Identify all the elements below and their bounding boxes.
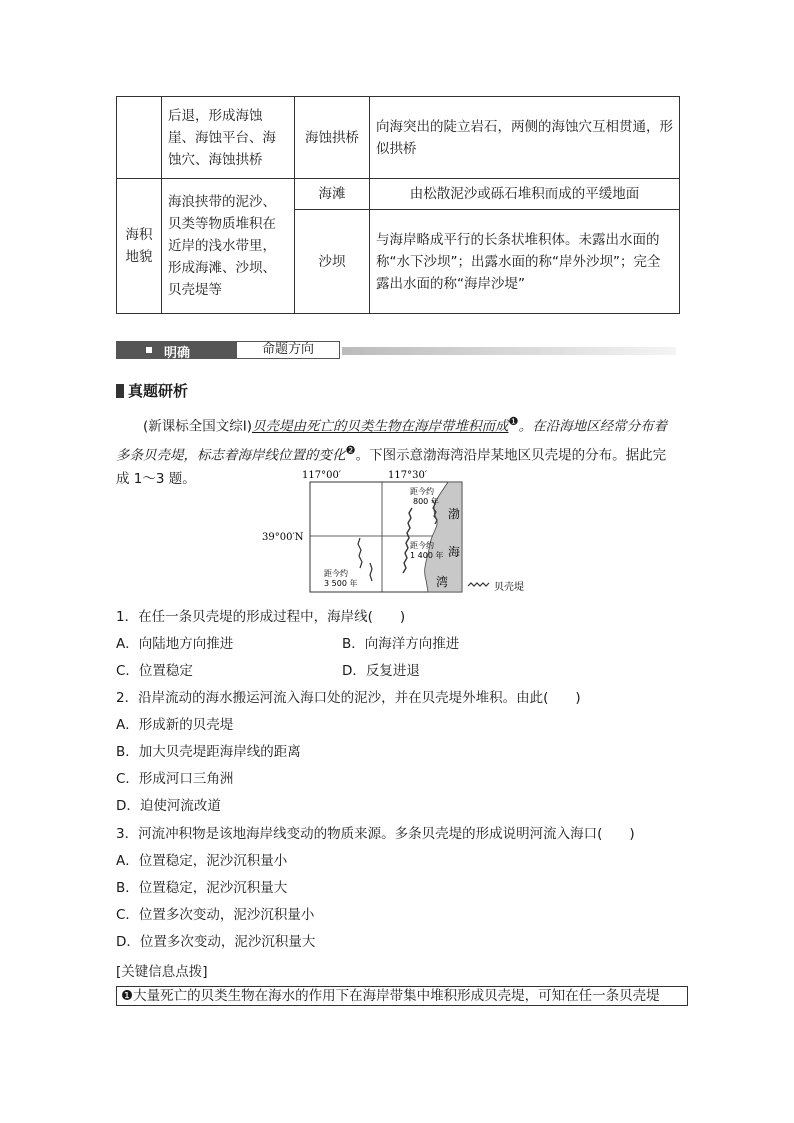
label-800-line1: 距今约 xyxy=(410,487,434,496)
question-3-option-d: D．位置多次变动，泥沙沉积量大 xyxy=(116,934,316,950)
question-1-stem: 1．在任一条贝壳堤的形成过程中，海岸线( ) xyxy=(116,609,406,625)
intro-source: (新课标全国文综Ⅰ) xyxy=(143,418,253,435)
legend-label: 贝壳堤 xyxy=(494,582,524,593)
banner-left-label: 明确 xyxy=(164,346,191,361)
section-title-text: 真题研析 xyxy=(128,382,189,400)
question-3-option-c: C．位置多次变动，泥沙沉积量小 xyxy=(116,907,315,923)
table-cell: 海积地貌 xyxy=(117,179,162,314)
intro-annotated-1: 贝壳堤由死亡的贝类生物在海岸带堆积而成 xyxy=(252,418,509,435)
question-2-option-d: D．迫使河流改道 xyxy=(116,798,221,814)
key-info-label: [关键信息点拨] xyxy=(116,964,208,980)
question-3-option-b: B．位置稳定，泥沙沉积量大 xyxy=(116,880,288,896)
sea-label-wan: 湾 xyxy=(436,575,449,589)
question-1-option-d: D．反复进退 xyxy=(342,663,420,679)
table-cell: 海浪挟带的泥沙、贝类等物质堆积在近岸的浅水带里，形成海滩、沙坝、贝壳堤等 xyxy=(162,179,295,314)
section-banner xyxy=(116,341,676,361)
table-row xyxy=(117,179,680,210)
question-1-option-b: B．向海洋方向推进 xyxy=(342,636,460,652)
question-3-stem: 3．河流冲积物是该地海岸线变动的物质来源。多条贝壳堤的形成说明河流入海口( ) xyxy=(116,826,635,842)
sea-label-bo: 渤 xyxy=(448,507,461,521)
table-cell xyxy=(117,97,162,179)
legend-shell-ridge-icon xyxy=(468,583,489,586)
shell-ridge-map xyxy=(260,468,540,598)
table-cell: 后退，形成海蚀崖、海蚀平台、海蚀穴、海蚀拱桥 xyxy=(162,97,295,179)
map-lon1: 117°00′ xyxy=(302,470,342,481)
question-2-option-b: B．加大贝壳堤距海岸线的距离 xyxy=(116,744,301,760)
table-cell: 海蚀拱桥 xyxy=(295,97,370,179)
label-1400-line1: 距今约 xyxy=(410,541,434,550)
label-3500-line1: 距今约 xyxy=(324,569,348,578)
table-cell: 与海岸略成平行的长条状堆积体。未露出水面的称“水下沙坝”；出露水面的称“岸外沙坝”；完全露出水面的称“海岸沙堤” xyxy=(370,210,680,314)
question-2-option-a: A．形成新的贝壳堤 xyxy=(116,717,234,733)
banner-fade-line xyxy=(342,347,676,355)
sea-label-hai: 海 xyxy=(448,545,461,559)
question-1-option-a: A．向陆地方向推进 xyxy=(116,636,234,652)
table-row xyxy=(117,97,680,179)
table-cell: 沙坝 xyxy=(295,210,370,314)
question-3-option-a: A．位置稳定，泥沙沉积量小 xyxy=(116,853,288,869)
section-marker-icon xyxy=(116,384,124,398)
intro-tail: 。下图示意渤海湾沿岸某地区贝壳堤的分布。据此完成 1～3 题。 xyxy=(116,447,667,487)
table-cell: 向海突出的陡立岩石，两侧的海蚀穴互相贯通，形似拱桥 xyxy=(370,97,680,179)
intro-annotated-2: 。在沿海地区经常分布着多条贝壳堤，标志着海岸线位置的变化 xyxy=(116,418,668,463)
banner-right-label: 命题方向 xyxy=(236,341,340,359)
banner-dark-bar xyxy=(116,341,236,359)
section-title xyxy=(116,380,188,401)
annotation-mark-2: ❷ xyxy=(345,443,356,457)
annotation-mark-1: ❶ xyxy=(508,415,519,428)
key-info-box: ❶大量死亡的贝类生物在海水的作用下在海岸带集中堆积形成贝壳堤，可知在任一条贝壳堤 xyxy=(116,986,688,1006)
label-1400-line2: 1 400 年 xyxy=(410,551,444,560)
label-3500-line2: 3 500 年 xyxy=(324,579,358,588)
map-lon2: 117°30′ xyxy=(388,470,428,481)
question-2-stem: 2．沿岸流动的海水搬运河流入海口处的泥沙，并在贝壳堤外堆积。由此( ) xyxy=(116,690,581,706)
table-cell: 由松散泥沙或砾石堆积而成的平缓地面 xyxy=(370,179,680,210)
square-bullet-icon xyxy=(146,347,152,353)
map-lat: 39°00′N xyxy=(262,532,304,543)
question-1-option-c: C．位置稳定 xyxy=(116,663,193,679)
question-2-option-c: C．形成河口三角洲 xyxy=(116,771,234,787)
table-cell: 海滩 xyxy=(295,179,370,210)
label-800-line2: 800 年 xyxy=(413,497,439,506)
landform-table xyxy=(116,96,680,314)
